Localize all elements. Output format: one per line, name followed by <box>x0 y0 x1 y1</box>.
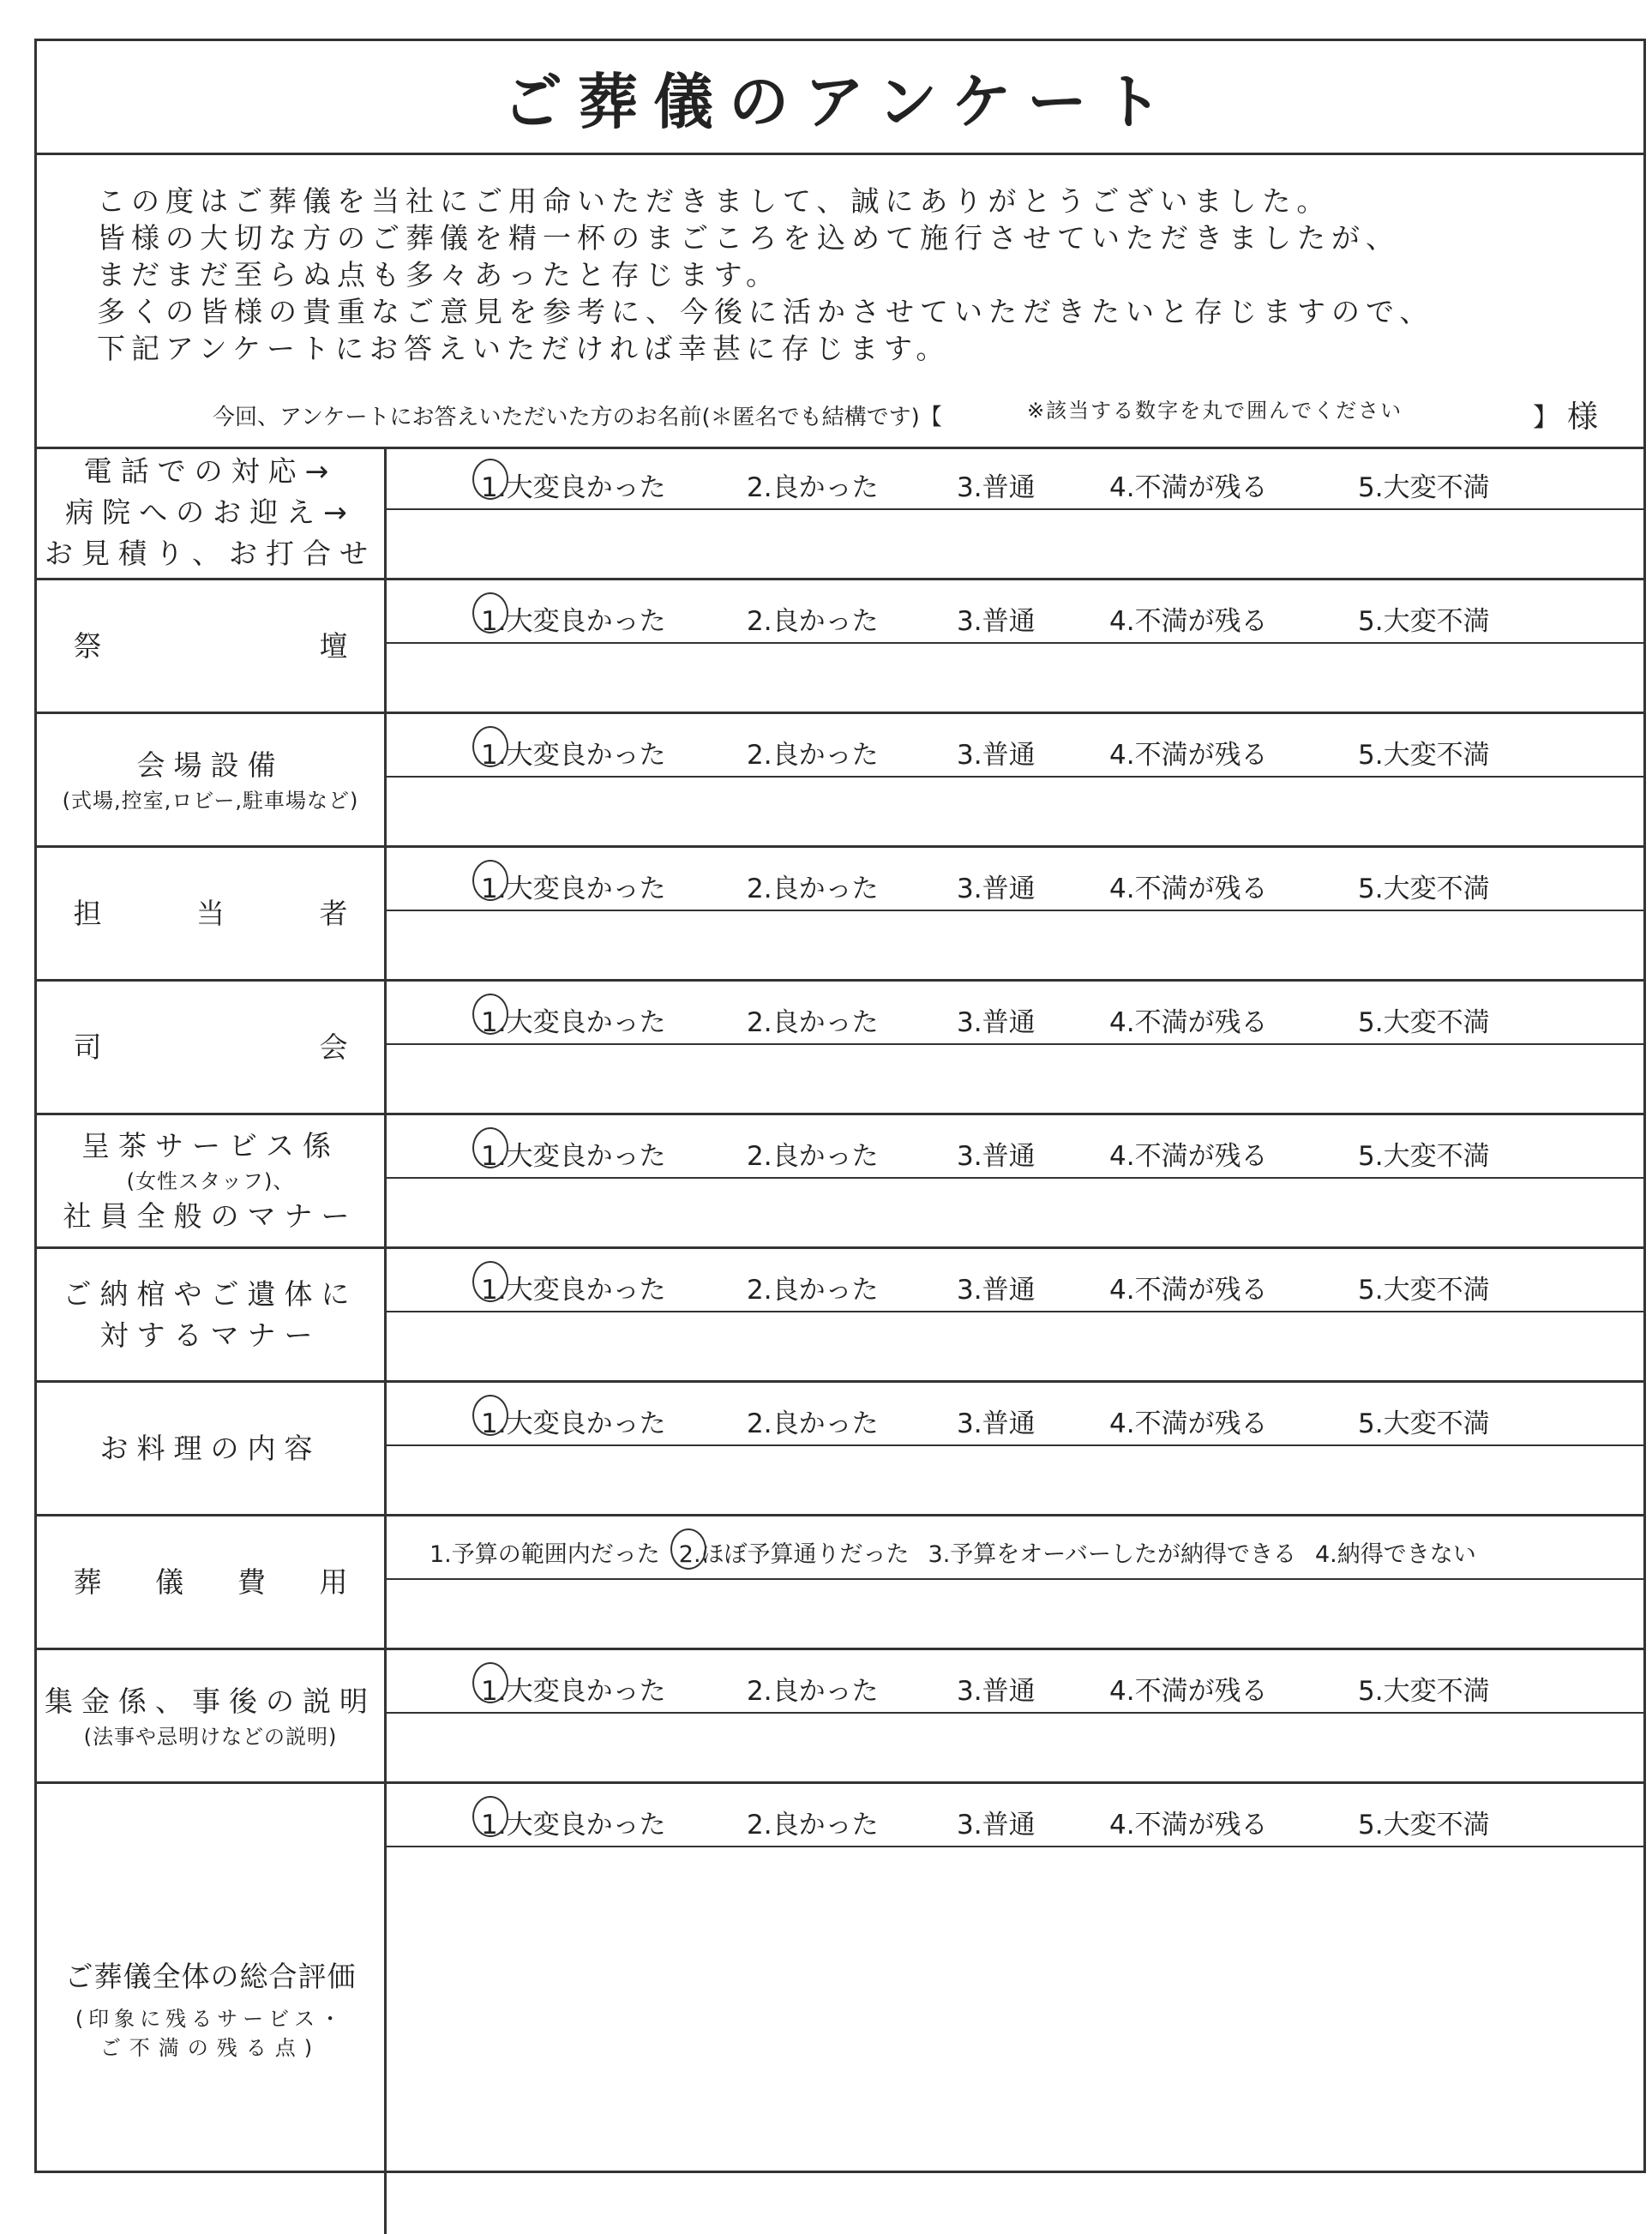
rating-option-3[interactable]: 3.普通 <box>957 1007 1036 1038</box>
rating-option-4[interactable]: 4.不満が残る <box>1109 1408 1268 1439</box>
answer-area[interactable] <box>387 1249 1643 1380</box>
rating-option-4[interactable]: 4.不満が残る <box>1109 1141 1268 1172</box>
rating-options <box>481 1402 1601 1440</box>
selection-circle <box>472 860 508 901</box>
rating-option-1[interactable]: 1.大変良かった <box>481 599 747 638</box>
question-rows <box>37 447 1643 2234</box>
question-row <box>37 580 1643 714</box>
label-sub: (式場,控室,ロビー,駐車場など) <box>62 788 359 813</box>
question-label <box>37 1516 387 1648</box>
question-label <box>37 1650 387 1781</box>
question-row <box>37 1516 1643 1650</box>
comment-line <box>387 1043 1643 1045</box>
label-sub: (女性スタッフ)、 <box>126 1168 295 1193</box>
label-line: お見積り、お打合せ <box>45 536 376 570</box>
rating-options <box>481 465 1601 504</box>
rating-option-2[interactable]: 2.良かった <box>747 1141 879 1172</box>
label-line: 電話での対応→ <box>83 453 338 488</box>
name-input-area[interactable] <box>1143 393 1520 431</box>
rating-option-3[interactable]: 3.普通 <box>957 1676 1036 1707</box>
rating-options <box>481 1000 1601 1039</box>
label-char: 費 <box>237 1564 266 1599</box>
selection-circle <box>670 1528 706 1570</box>
rating-option-3[interactable]: 3.普通 <box>957 1141 1036 1172</box>
rating-options <box>481 867 1601 905</box>
question-row <box>37 1650 1643 1784</box>
label-spread <box>74 1027 348 1068</box>
question-label <box>37 1249 387 1380</box>
label-line: 会場設備 <box>136 748 285 782</box>
label-char: 会 <box>319 1030 348 1064</box>
label-line: 病院へのお迎え→ <box>65 495 356 529</box>
answer-area[interactable] <box>387 447 1643 578</box>
answer-area[interactable] <box>387 714 1643 845</box>
comment-line <box>387 1578 1643 1580</box>
intro-line: まだまだ至らぬ点も多々あったと存じます。 <box>97 258 781 291</box>
question-row <box>37 447 1643 580</box>
selection-circle <box>472 459 508 500</box>
rating-option-5[interactable]: 5.大変不満 <box>1358 1275 1490 1306</box>
label-line: ご葬儀全体の総合評価 <box>64 1959 357 1993</box>
rating-options <box>481 1669 1601 1708</box>
rating-option-1[interactable]: 1.大変良かった <box>481 1134 747 1173</box>
label-char: 壇 <box>319 628 348 663</box>
rating-option-5[interactable]: 5.大変不満 <box>1358 606 1490 637</box>
question-row <box>37 1784 1643 2234</box>
selection-circle <box>472 592 508 634</box>
label-sub: ご不満の残る点) <box>99 2035 321 2060</box>
rating-option-2[interactable]: 2.良かった <box>747 1275 879 1306</box>
rating-option-1[interactable]: 1.大変良かった <box>481 1402 747 1440</box>
comment-line <box>387 1444 1643 1446</box>
answer-area[interactable] <box>387 848 1643 979</box>
rating-option-5[interactable]: 5.大変不満 <box>1358 1676 1490 1707</box>
rating-option-4[interactable]: 4.不満が残る <box>1109 1007 1268 1038</box>
cost-option-4[interactable]: 4.納得できない <box>1314 1541 1476 1568</box>
selection-circle <box>472 726 508 767</box>
rating-options <box>481 1268 1601 1306</box>
selection-circle <box>472 994 508 1035</box>
answer-area[interactable] <box>387 580 1643 712</box>
rating-option-2[interactable]: 2.良かった <box>747 472 879 503</box>
survey-form <box>34 39 1646 2173</box>
label-spread <box>74 1562 348 1603</box>
rating-option-3[interactable]: 3.普通 <box>957 1810 1036 1841</box>
rating-option-3[interactable]: 3.普通 <box>957 606 1036 637</box>
intro-line: 多くの皆様の貴重なご意見を参考に、今後に活かさせていただきたいと存じますので、 <box>97 295 1434 328</box>
label-spread <box>74 893 348 934</box>
label-char: 葬 <box>73 1564 102 1599</box>
question-row <box>37 848 1643 982</box>
rating-options <box>481 599 1601 638</box>
rating-option-2[interactable]: 2.良かった <box>747 740 879 771</box>
rating-option-2[interactable]: 2.良かった <box>747 1408 879 1439</box>
question-label <box>37 848 387 979</box>
rating-option-2[interactable]: 2.良かった <box>747 1007 879 1038</box>
question-label <box>37 1115 387 1246</box>
answer-area[interactable] <box>387 1115 1643 1246</box>
cost-option-1[interactable]: 1.予算の範囲内だった <box>430 1541 660 1568</box>
cost-options <box>430 1535 1601 1569</box>
rating-option-1[interactable]: 1.大変良かった <box>481 1803 747 1841</box>
comment-line <box>387 1846 1643 1847</box>
rating-options <box>481 1803 1601 1841</box>
rating-option-4[interactable]: 4.不満が残る <box>1109 606 1268 637</box>
comment-line <box>387 642 1643 644</box>
selection-circle <box>472 1796 508 1837</box>
question-row <box>37 1249 1643 1383</box>
question-row <box>37 714 1643 848</box>
rating-option-1[interactable]: 1.大変良かった <box>481 1268 747 1306</box>
comment-line <box>387 776 1643 778</box>
label-char: 用 <box>319 1564 348 1599</box>
rating-option-5[interactable]: 5.大変不満 <box>1358 472 1490 503</box>
question-label <box>37 580 387 712</box>
label-line: ご納棺やご遺体に <box>63 1276 358 1311</box>
rating-option-4[interactable]: 4.不満が残る <box>1109 1810 1268 1841</box>
question-row <box>37 982 1643 1115</box>
rating-option-4[interactable]: 4.不満が残る <box>1109 472 1268 503</box>
honorific-sama: 様 <box>1567 399 1599 435</box>
rating-option-5[interactable]: 5.大変不満 <box>1358 1141 1490 1172</box>
answer-area[interactable] <box>387 1383 1643 1514</box>
label-char: 当 <box>196 896 225 930</box>
label-char: 司 <box>73 1030 102 1064</box>
rating-option-4[interactable]: 4.不満が残る <box>1109 1676 1268 1707</box>
rating-option-1[interactable]: 1.大変良かった <box>481 733 747 772</box>
question-label <box>37 1784 387 2234</box>
answer-area[interactable] <box>387 982 1643 1113</box>
rating-options <box>481 733 1601 772</box>
rating-option-5[interactable]: 5.大変不満 <box>1358 1007 1490 1038</box>
question-label <box>37 714 387 845</box>
rating-option-3[interactable]: 3.普通 <box>957 1408 1036 1439</box>
answer-area[interactable] <box>387 1784 1643 2234</box>
label-char: 儀 <box>155 1564 184 1599</box>
selection-circle <box>472 1127 508 1168</box>
rating-option-4[interactable]: 4.不満が残る <box>1109 740 1268 771</box>
question-row <box>37 1383 1643 1516</box>
comment-line <box>387 910 1643 911</box>
question-label <box>37 447 387 578</box>
label-line: 呈茶サービス係 <box>81 1128 339 1162</box>
intro-paragraph <box>97 183 1433 367</box>
intro-line: 皆様の大切な方のご葬儀を精一杯のまごころを込めて施行させていただきましたが、 <box>97 221 1400 255</box>
label-line: 集金係、事後の説明 <box>45 1684 376 1718</box>
rating-option-1[interactable]: 1.大変良かった <box>481 465 747 504</box>
instruction-note: ※該当する数字を丸で囲んでください <box>1027 399 1403 423</box>
question-row <box>37 1115 1643 1249</box>
rating-option-1[interactable]: 1.大変良かった <box>481 1000 747 1039</box>
answer-area[interactable] <box>387 1516 1643 1648</box>
selection-circle <box>472 1395 508 1436</box>
label-sub: (法事や忌明けなどの説明) <box>83 1724 338 1749</box>
rating-option-3[interactable]: 3.普通 <box>957 1275 1036 1306</box>
selection-circle <box>472 1261 508 1302</box>
rating-option-4[interactable]: 4.不満が残る <box>1109 1275 1268 1306</box>
rating-option-5[interactable]: 5.大変不満 <box>1358 740 1490 771</box>
rating-option-3[interactable]: 3.普通 <box>957 740 1036 771</box>
selection-circle <box>472 1662 508 1703</box>
form-title: ご葬儀のアンケート <box>37 41 1643 155</box>
label-line: お料理の内容 <box>99 1431 321 1465</box>
rating-options <box>481 1134 1601 1173</box>
name-field-label: 今回、アンケートにお答えいただいた方のお名前(＊匿名でも結構です)【 <box>213 405 942 430</box>
label-line: 社員全般のマナー <box>63 1198 358 1233</box>
answer-area[interactable] <box>387 1650 1643 1781</box>
cost-option-3[interactable]: 3.予算をオーバーしたが納得できる <box>928 1541 1296 1568</box>
rating-option-3[interactable]: 3.普通 <box>957 472 1036 503</box>
comment-line <box>387 508 1643 510</box>
rating-option-1[interactable]: 1.大変良かった <box>481 867 747 905</box>
question-label <box>37 1383 387 1514</box>
rating-option-2[interactable]: 2.良かった <box>747 874 879 904</box>
rating-option-5[interactable]: 5.大変不満 <box>1358 874 1490 904</box>
label-line: 対するマナー <box>99 1318 321 1352</box>
rating-option-2[interactable]: 2.良かった <box>747 1676 879 1707</box>
label-char: 者 <box>319 896 348 930</box>
label-char: 担 <box>73 896 102 930</box>
rating-option-5[interactable]: 5.大変不満 <box>1358 1810 1490 1841</box>
comment-line <box>387 1311 1643 1312</box>
rating-option-1[interactable]: 1.大変良かった <box>481 1669 747 1708</box>
comment-line <box>387 1177 1643 1179</box>
label-sub: (印象に残るサービス・ <box>75 2006 346 2031</box>
label-spread <box>74 626 348 667</box>
intro-line: 下記アンケートにお答えいただければ幸甚に存じます。 <box>97 332 951 365</box>
comment-line <box>387 1712 1643 1714</box>
rating-option-2[interactable]: 2.良かった <box>747 606 879 637</box>
rating-option-3[interactable]: 3.普通 <box>957 874 1036 904</box>
cost-option-2[interactable]: 2.ほぼ予算通りだった <box>679 1535 910 1569</box>
question-label <box>37 982 387 1113</box>
rating-option-2[interactable]: 2.良かった <box>747 1810 879 1841</box>
intro-line: この度はご葬儀を当社にご用命いただきまして、誠にありがとうございました。 <box>97 184 1331 218</box>
name-bracket-close: 】 <box>1533 403 1559 433</box>
rating-option-4[interactable]: 4.不満が残る <box>1109 874 1268 904</box>
label-char: 祭 <box>73 628 102 663</box>
rating-option-5[interactable]: 5.大変不満 <box>1358 1408 1490 1439</box>
